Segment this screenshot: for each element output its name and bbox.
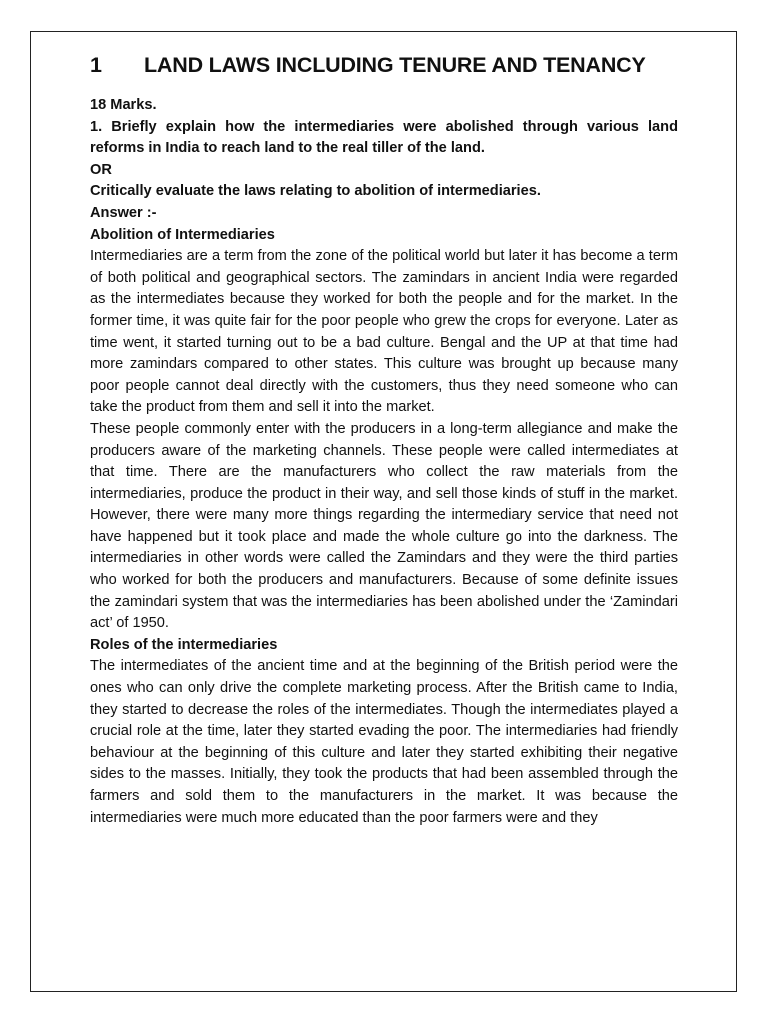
alternate-question-text: Critically evaluate the laws relating to abolition of intermediaries. (90, 183, 541, 200)
paragraph-2: These people commonly enter with the producers in a long-term allegiance and make the producers aware of the marketing channels. These people were called intermediates at that time. There are the manufacturers who collect the raw materials from the intermediaries, produce the product in their way, and sell those kinds of stuff in the market. However, there were many more things regarding the intermediary service that need not have happened but it took place and made the whole culture go into the darkness. The intermediaries in other words were called the Zamindars and they were the third parties who worked for both the producers and manufacturers. Because of some definite issues the zamindari system that was the intermediaries has been abolished under the ‘Zamindari act’ of 1950. (90, 420, 678, 632)
answer-label: Answer :- (90, 204, 157, 221)
heading-title: LAND LAWS INCLUDING TENURE AND TENANCY (144, 52, 646, 77)
marks-label: 18 Marks. (90, 97, 157, 113)
or-separator: OR (90, 161, 112, 178)
section-heading-roles: Roles of the intermediaries (90, 636, 278, 653)
paragraph-1: Intermediaries are a term from the zone of the political world but later it has become a term of both political and geographical sectors. The zamindars in ancient India were regarded as the intermediates because they worked for both the people and for the market. In the former time, it was quite fair for the poor people who grew the crops for everyone. Later as time went, it started turning out to be a bad culture. Bengal and the UP at that time had more zamindars compared to other states. This culture was brought up because many poor people cannot deal directly with the customers, thus they need someone who can take the product from them and sell it into the market. (90, 248, 678, 416)
heading-number: 1 (90, 52, 102, 77)
question-text: 1. Briefly explain how the intermediaries were abolished through various land reforms in India to reach land to the real tiller of the land. (90, 118, 678, 157)
page-heading (90, 48, 646, 82)
section-heading-abolition: Abolition of Intermediaries (90, 226, 275, 243)
document-body (90, 95, 678, 829)
paragraph-3: The intermediates of the ancient time and at the beginning of the British period were the ones who can only drive the complete marketing process. After the British came to India, they started to decrease the roles of the intermediates. Though the intermediates played a crucial role at the time, later they started evading the poor. The intermediaries had friendly behaviour at the beginning of this culture and later they started exhibiting their negative sides to the masses. Initially, they took the products that had been assembled through the farmers and sold them to the manufacturers in the market. It was because the intermediaries were much more educated than the poor farmers were and they (90, 658, 678, 826)
